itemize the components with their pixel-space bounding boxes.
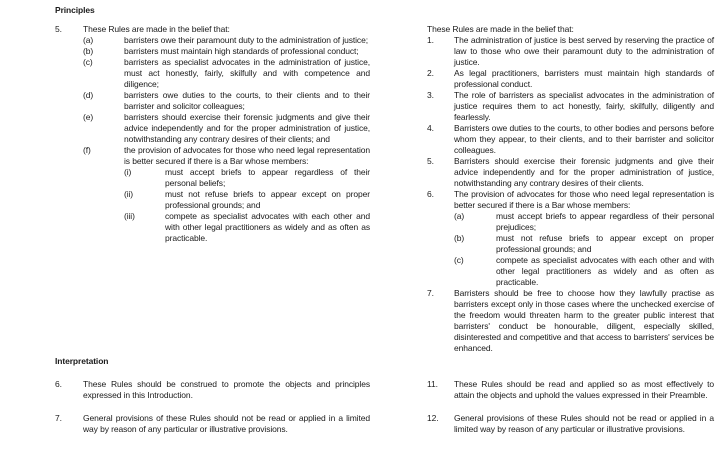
sub-item-text: barristers must maintain high standards of professional conduct; <box>124 46 359 56</box>
sub-item-label: (c) <box>83 57 93 67</box>
sub-sub-item-i <box>124 167 370 189</box>
rule-number: 5. <box>427 156 434 166</box>
rule-number: 5. <box>55 24 62 34</box>
sub-sub-item-text: must accept briefs to appear regardless of their personal beliefs; <box>165 167 370 188</box>
rule-text: These Rules should be construed to promote the objects and principles expressed in this Introduction. <box>83 379 370 400</box>
rule-intro-text: These Rules are made in the belief that: <box>83 24 230 34</box>
rule-6 <box>427 189 714 288</box>
sub-item-label: (b) <box>83 46 94 56</box>
rule-body <box>83 24 370 244</box>
rule-text: As legal practitioners, barristers must maintain high standards of professional conduct. <box>454 68 714 89</box>
sub-item-text: barristers should exercise their forensic judgments and give their advice independently and for the proper administration of justice, notwithstanding any contrary desires of their clients; and <box>124 112 370 144</box>
rule-number: 11. <box>427 379 438 389</box>
sub-sub-item-label: (ii) <box>124 189 134 199</box>
rule-number: 7. <box>427 288 434 298</box>
sub-item-d <box>83 90 370 112</box>
rule-2 <box>427 68 714 90</box>
sub-item-label: (a) <box>83 35 94 45</box>
sub-sub-item-label: (i) <box>124 167 132 177</box>
rule-text: These Rules should be read and applied so as most effectively to attain the objects and uphold the values expressed in their Preamble. <box>454 379 714 400</box>
sub-item-text: the provision of advocates for those who need legal representation is better secured if there is a Bar whose members: <box>124 145 370 166</box>
sub-item-label: (f) <box>83 145 91 155</box>
sub-item-text: compete as specialist advocates with each other and with other legal practitioners as widely and as often as practicable. <box>496 255 714 287</box>
rule-number: 4. <box>427 123 434 133</box>
sub-item-text: barristers as specialist advocates in the administration of justice, must act honestly, fairly, skilfully and with competence and diligence; <box>124 57 370 89</box>
rule-text: Barristers owe duties to the courts, to other bodies and persons before whom they appear, to their clients, and to their barrister and solicitor colleagues. <box>454 123 714 155</box>
rule-number: 7. <box>55 413 62 423</box>
left-column-interpretation-section <box>55 356 370 435</box>
sub-item-c <box>454 255 714 288</box>
rule-text: The administration of justice is best served by reserving the practice of law to those who owe their paramount duty to the administration of justice. <box>454 35 714 67</box>
rule-text: The role of barristers as specialist advocates in the administration of justice requires them to act honestly, fairly, skilfully, diligently and fearlessly. <box>454 90 714 122</box>
sub-sub-item-text: must not refuse briefs to appear except on proper professional grounds; and <box>165 189 370 210</box>
rule-body <box>454 189 714 288</box>
rule-text: General provisions of these Rules should not be read or applied in a limited way by reason of any particular or illustrative provisions. <box>454 413 714 434</box>
sub-item-label: (e) <box>83 112 94 122</box>
sub-item-text: barristers owe duties to the courts, to their clients and to their barrister and solicitor colleagues; <box>124 90 370 111</box>
rule-number: 2. <box>427 68 434 78</box>
rule-6 <box>55 379 370 401</box>
sub-item-text: must accept briefs to appear regardless of their personal prejudices; <box>496 211 714 232</box>
rule-4 <box>427 123 714 156</box>
right-column-closing-rules-section <box>427 379 714 435</box>
rule-intro-text: The provision of advocates for those who need legal representation is better secured if there is a Bar whose members: <box>454 189 714 210</box>
sub-item-c <box>83 57 370 90</box>
sub-sub-item-label: (iii) <box>124 211 135 221</box>
right-column-rules-section <box>427 24 714 354</box>
interpretation-heading: Interpretation <box>55 356 109 366</box>
left-column-principles-section <box>55 5 370 244</box>
rule-12 <box>427 413 714 435</box>
rule-text: General provisions of these Rules should not be read or applied in a limited way by reason of any particular or illustrative provisions. <box>83 413 370 434</box>
sub-item-label: (b) <box>454 233 465 243</box>
sub-item-a <box>83 35 370 46</box>
rule-7 <box>427 288 714 354</box>
rule-11 <box>427 379 714 401</box>
sub-item-b <box>454 233 714 255</box>
sub-item-e <box>83 112 370 145</box>
sub-item-label: (d) <box>83 90 94 100</box>
rule-number: 6. <box>55 379 62 389</box>
rule-number: 12. <box>427 413 439 423</box>
principles-heading: Principles <box>55 5 95 15</box>
rule-number: 6. <box>427 189 434 199</box>
sub-item-label: (a) <box>454 211 465 221</box>
rule-5 <box>55 24 370 244</box>
rule-1 <box>427 35 714 68</box>
rule-text: Barristers should exercise their forensic judgments and give their advice independently and for the proper administration of justice, notwithstanding any contrary desires of their clients. <box>454 156 714 188</box>
sub-item-text: barristers owe their paramount duty to the administration of justice; <box>124 35 368 45</box>
sub-sub-item-ii <box>124 189 370 211</box>
rule-number: 1. <box>427 35 434 45</box>
rule-3 <box>427 90 714 123</box>
sub-item-a <box>454 211 714 233</box>
sub-item-b <box>83 46 370 57</box>
sub-item-label: (c) <box>454 255 464 265</box>
sub-item-text: must not refuse briefs to appear except on proper professional grounds; and <box>496 233 714 254</box>
sub-sub-item-iii <box>124 211 370 244</box>
sub-item-body <box>124 145 370 244</box>
rule-7 <box>55 413 370 435</box>
rule-number: 3. <box>427 90 434 100</box>
rules-intro-text: These Rules are made in the belief that: <box>427 24 574 34</box>
sub-sub-item-text: compete as specialist advocates with each other and with other legal practitioners as widely and as often as practicable. <box>165 211 370 243</box>
sub-item-f <box>83 145 370 244</box>
rule-text: Barristers should be free to choose how they lawfully practise as barristers except only in those cases where the unchecked exercise of the freedom would threaten harm to the greater public interest that barristers' conduct be honourable, diligent, especially skilled, disinterested and competitive and that access to barristers' services be enhanced. <box>454 288 714 353</box>
rule-5 <box>427 156 714 189</box>
